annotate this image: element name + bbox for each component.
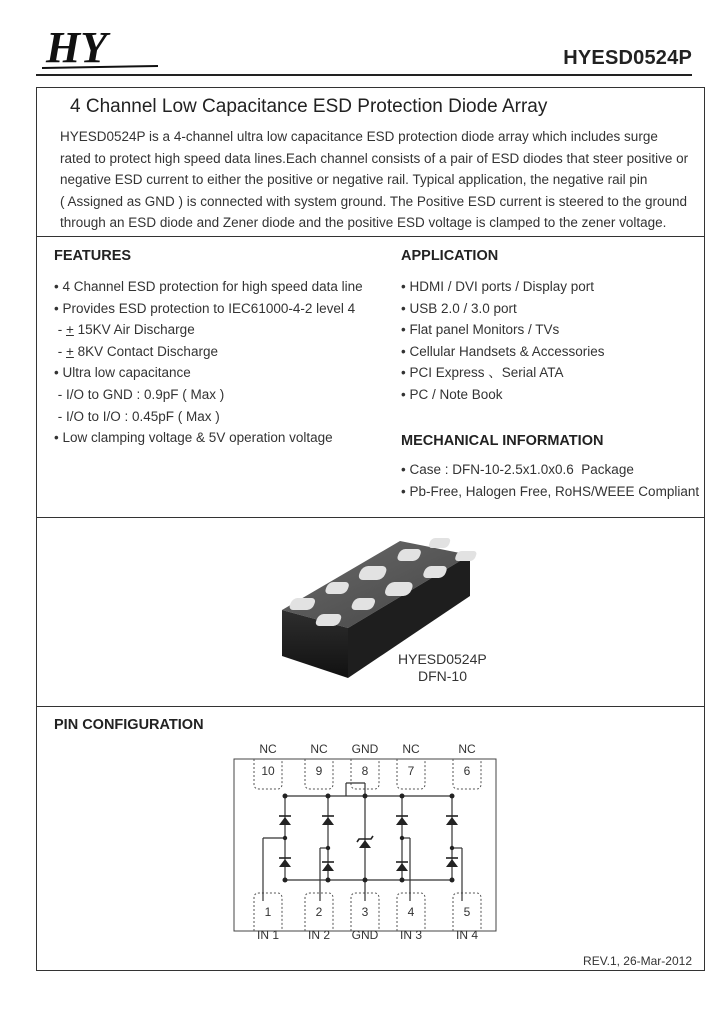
pin-label-bottom: IN 3 bbox=[399, 928, 423, 942]
revision-footer: REV.1, 26-Mar-2012 bbox=[583, 954, 692, 968]
pin-number-top: 9 bbox=[315, 764, 323, 778]
diode-icons bbox=[279, 816, 458, 871]
pin-diagram bbox=[230, 738, 500, 948]
pin-label-bottom: IN 4 bbox=[455, 928, 479, 942]
section-divider bbox=[36, 517, 705, 518]
application-list bbox=[401, 276, 605, 406]
pin-label-bottom: IN 2 bbox=[307, 928, 331, 942]
list-item: • PCI Express 、Serial ATA bbox=[401, 365, 564, 381]
intro-line: rated to protect high speed data lines.Each channel consists of a pair of ESD diodes that steer positive or bbox=[60, 150, 689, 166]
pin-label-top: NC bbox=[402, 742, 420, 756]
intro-paragraph bbox=[60, 126, 700, 234]
intro-line: through an ESD diode and Zener diode and the positive ESD voltage is clamped to the zener voltage. bbox=[60, 215, 667, 230]
internal-circuit bbox=[263, 783, 462, 901]
list-item: • Pb-Free, Halogen Free, RoHS/WEEE Compliant bbox=[401, 483, 700, 499]
pin-number-top: 6 bbox=[463, 764, 471, 778]
list-item: • PC / Note Book bbox=[401, 386, 503, 402]
package-type: DFN-10 bbox=[418, 668, 468, 684]
application-heading: APPLICATION bbox=[401, 248, 499, 264]
svg-text:HY: HY bbox=[46, 26, 108, 70]
pin-number-top: 10 bbox=[261, 764, 275, 778]
part-number-header: HYESD0524P bbox=[563, 47, 692, 69]
package-part: HYESD0524P bbox=[398, 651, 487, 667]
list-item: - + 15KV Air Discharge bbox=[54, 322, 195, 338]
bottom-pins bbox=[254, 893, 481, 942]
pin-number-top: 7 bbox=[407, 764, 415, 778]
package-image bbox=[270, 528, 490, 713]
mechanical-list bbox=[401, 459, 699, 502]
list-item: • HDMI / DVI ports / Display port bbox=[401, 279, 595, 294]
company-logo bbox=[40, 26, 160, 70]
package-caption bbox=[398, 651, 487, 685]
intro-line: HYESD0524P is a 4-channel ultra low capacitance ESD protection diode array which includes surge bbox=[60, 129, 658, 144]
list-item: • Low clamping voltage & 5V operation voltage bbox=[54, 430, 333, 446]
pin-config-heading: PIN CONFIGURATION bbox=[54, 717, 204, 733]
pin-label-bottom: GND bbox=[351, 928, 379, 942]
pin-number-bottom: 1 bbox=[264, 905, 272, 919]
list-item: • Flat panel Monitors / TVs bbox=[401, 322, 560, 338]
intro-line: ( Assigned as GND ) is connected with system ground. The Positive ESD current is steered to the ground bbox=[60, 193, 688, 209]
header-divider bbox=[36, 74, 692, 76]
pin-label-top: NC bbox=[259, 742, 277, 756]
list-item: - I/O to I/O : 0.45pF ( Max ) bbox=[54, 408, 220, 424]
pin-label-top: NC bbox=[458, 742, 476, 756]
pin-label-top: NC bbox=[310, 742, 328, 756]
list-item: • Ultra low capacitance bbox=[54, 365, 191, 381]
list-item: - I/O to GND : 0.9pF ( Max ) bbox=[54, 386, 225, 402]
pin-number-bottom: 3 bbox=[361, 905, 369, 919]
pin-label-top: GND bbox=[351, 742, 379, 756]
list-item: • USB 2.0 / 3.0 port bbox=[401, 300, 517, 316]
pin-number-top: 8 bbox=[361, 764, 369, 778]
features-list bbox=[54, 276, 363, 449]
list-item: • Provides ESD protection to IEC61000-4-2 level 4 bbox=[54, 300, 356, 316]
section-divider bbox=[36, 236, 705, 237]
list-item: • Case : DFN-10-2.5x1.0x0.6 Package bbox=[401, 462, 634, 477]
pin-number-bottom: 5 bbox=[463, 905, 471, 919]
document-title: 4 Channel Low Capacitance ESD Protection Diode Array bbox=[70, 96, 548, 117]
list-item: - + 8KV Contact Discharge bbox=[54, 343, 218, 359]
top-pins bbox=[254, 742, 481, 789]
intro-line: negative ESD current to either the positive or negative rail. Typical application, the negative rail pin bbox=[60, 172, 648, 187]
list-item: • 4 Channel ESD protection for high speed data line bbox=[54, 279, 363, 294]
pin-number-bottom: 2 bbox=[315, 905, 323, 919]
list-item: • Cellular Handsets & Accessories bbox=[401, 343, 605, 359]
mechanical-heading: MECHANICAL INFORMATION bbox=[401, 433, 604, 449]
pin-number-bottom: 4 bbox=[407, 905, 415, 919]
features-heading: FEATURES bbox=[54, 248, 132, 264]
pin-label-bottom: IN 1 bbox=[256, 928, 280, 942]
